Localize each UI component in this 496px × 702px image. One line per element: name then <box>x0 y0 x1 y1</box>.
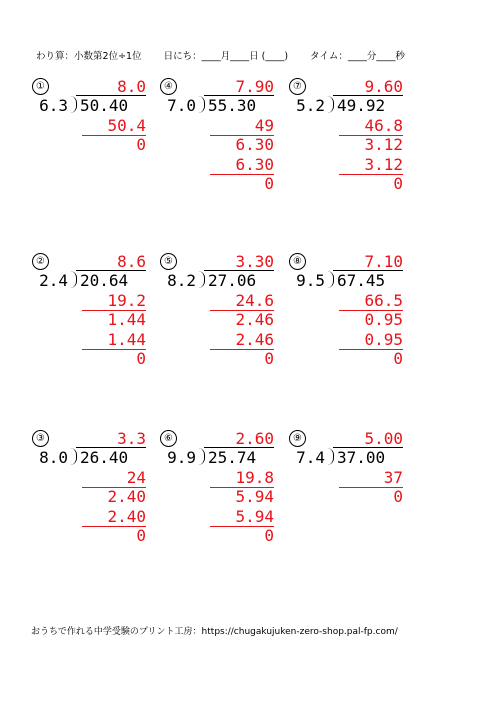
work-step: 6.30 <box>235 135 274 154</box>
division-bracket <box>198 96 205 113</box>
division-problem <box>160 253 290 383</box>
work-step: 0.95 <box>364 310 403 329</box>
work-step: 2.40 <box>107 487 146 506</box>
division-bracket <box>327 448 334 465</box>
work-step: 37 <box>383 467 403 487</box>
time-field: タイム：____分____秒 <box>310 51 405 62</box>
work-step: 19.8 <box>235 467 274 487</box>
division-problem <box>160 430 290 560</box>
dividend: 20.64 <box>80 271 129 290</box>
quotient-answer: 3.3 <box>117 429 146 448</box>
work-step: 0 <box>393 349 403 368</box>
problem-number: ⑧ <box>289 253 306 270</box>
work-step: 0 <box>264 349 274 368</box>
problem-number: ⑤ <box>160 253 177 270</box>
work-step: 0 <box>136 526 146 545</box>
work-step: 1.44 <box>107 329 146 349</box>
work-step: 2.40 <box>107 506 146 526</box>
quotient-answer: 3.30 <box>235 252 274 271</box>
division-problem <box>160 78 290 208</box>
work-step: 49 <box>254 115 274 135</box>
quotient-answer: 7.10 <box>364 252 403 271</box>
divisor: 2.4 <box>39 271 68 290</box>
work-step: 50.4 <box>107 115 146 135</box>
division-bracket <box>70 448 77 465</box>
quotient-answer: 5.00 <box>364 429 403 448</box>
work-step: 1.44 <box>107 310 146 329</box>
divisor: 6.3 <box>39 96 68 115</box>
division-bracket <box>198 448 205 465</box>
division-bracket <box>70 271 77 288</box>
divisor: 9.5 <box>296 271 325 290</box>
problem-number: ② <box>32 253 49 270</box>
work-step: 66.5 <box>364 290 403 310</box>
work-step: 3.12 <box>364 135 403 154</box>
division-problem <box>289 430 419 560</box>
worksheet-title: わり算：小数第2位÷1位 <box>36 51 142 62</box>
dividend: 55.30 <box>208 96 257 115</box>
divisor: 7.4 <box>296 448 325 467</box>
quotient-answer: 7.90 <box>235 77 274 96</box>
divisor: 5.2 <box>296 96 325 115</box>
work-step: 19.2 <box>107 290 146 310</box>
work-step: 46.8 <box>364 115 403 135</box>
problem-number: ① <box>32 78 49 95</box>
quotient-answer: 8.0 <box>117 77 146 96</box>
footer-credit: おうちで作れる中学受験のプリント工房：https://chugakujuken-zero-shop.pal-fp.com/ <box>31 627 398 637</box>
division-bracket <box>198 271 205 288</box>
worksheet-header <box>30 37 405 62</box>
problem-number: ③ <box>32 430 49 447</box>
dividend: 27.06 <box>208 271 257 290</box>
work-step: 0 <box>136 349 146 368</box>
dividend: 37.00 <box>337 448 386 467</box>
work-step: 0 <box>264 526 274 545</box>
work-step: 24.6 <box>235 290 274 310</box>
division-problem <box>32 253 162 383</box>
work-step: 0 <box>136 135 146 154</box>
dividend: 25.74 <box>208 448 257 467</box>
work-step: 0 <box>393 174 403 193</box>
quotient-answer: 9.60 <box>364 77 403 96</box>
work-step: 0 <box>393 487 403 506</box>
division-bracket <box>327 271 334 288</box>
dividend: 26.40 <box>80 448 129 467</box>
division-problem <box>32 78 162 208</box>
work-step: 2.46 <box>235 310 274 329</box>
division-bracket <box>70 96 77 113</box>
dividend: 49.92 <box>337 96 386 115</box>
work-step: 24 <box>126 467 146 487</box>
work-step: 6.30 <box>235 154 274 174</box>
divisor: 8.2 <box>167 271 196 290</box>
quotient-answer: 2.60 <box>235 429 274 448</box>
divisor: 7.0 <box>167 96 196 115</box>
work-step: 2.46 <box>235 329 274 349</box>
work-step: 5.94 <box>235 487 274 506</box>
division-problem <box>289 253 419 383</box>
problem-number: ⑦ <box>289 78 306 95</box>
dividend: 50.40 <box>80 96 129 115</box>
dividend: 67.45 <box>337 271 386 290</box>
work-step: 5.94 <box>235 506 274 526</box>
work-step: 3.12 <box>364 154 403 174</box>
quotient-answer: 8.6 <box>117 252 146 271</box>
divisor: 8.0 <box>39 448 68 467</box>
work-step: 0.95 <box>364 329 403 349</box>
division-problem <box>32 430 162 560</box>
problem-number: ⑥ <box>160 430 177 447</box>
problem-number: ④ <box>160 78 177 95</box>
division-problem <box>289 78 419 208</box>
work-step: 0 <box>264 174 274 193</box>
divisor: 9.9 <box>167 448 196 467</box>
problem-number: ⑨ <box>289 430 306 447</box>
date-field: 日にち：____月____日 (____) <box>163 51 289 62</box>
division-bracket <box>327 96 334 113</box>
